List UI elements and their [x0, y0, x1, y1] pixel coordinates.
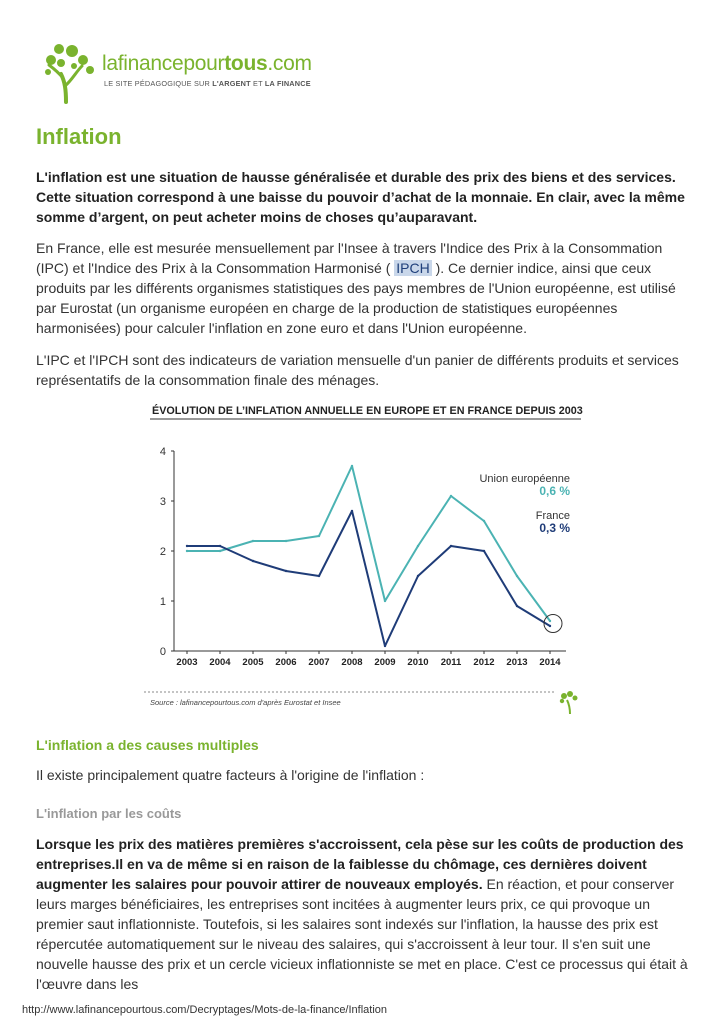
data-point-eu	[384, 600, 386, 602]
data-point-france	[516, 605, 518, 607]
data-point-eu	[351, 465, 353, 467]
data-point-france	[186, 545, 188, 547]
x-tick-label: 2011	[440, 657, 462, 668]
data-point-france	[318, 575, 320, 577]
body-paragraph-costs: Lorsque les prix des matières premières s'accroissent, cela pèse sur les coûts de production des entreprises.Il en va de même si en raison de la faiblesse du chômage, ces dernières doivent augmenter les salaires pour pouvoir attirer de nouveaux employés. En réaction, et pour conserver leurs marges bénéficiaires, les entreprises sont incitées à augmenter leurs prix, ce qui provoque un premier saut inflationniste. Toutefois, si les salaires sont indexés sur l'inflation, la hausse des prix est répercutée automatiquement sur le niveau des salaires, qui s'accroissent à leur tour. Il s'en suit une nouvelle hausse des prix et un cercle vicieux inflationniste se met en place. C'est ce processus qui était à l'œuvre dans les	[36, 836, 688, 992]
data-point-eu	[549, 620, 551, 622]
y-tick-label: 1	[159, 596, 166, 608]
data-point-eu	[219, 550, 221, 552]
logo-wordmark: lafinancepourtous.com	[102, 52, 312, 75]
page-title: Inflation	[36, 124, 122, 149]
data-point-eu	[186, 550, 188, 552]
data-point-eu	[252, 540, 254, 542]
data-point-eu	[318, 535, 320, 537]
inflation-chart-svg	[140, 398, 585, 720]
y-tick-label: 0	[159, 646, 166, 658]
chart-source: Source : lafinancepourtous.com d'après Eurostat et Insee	[150, 698, 341, 707]
logo-tagline: LE SITE PÉDAGOGIQUE SUR L'ARGENT ET LA FINANCE	[104, 79, 311, 88]
data-point-france	[219, 545, 221, 547]
site-logo[interactable]	[44, 42, 334, 104]
tree-icon	[44, 42, 100, 104]
small-tree-icon	[560, 691, 578, 714]
y-tick-label: 2	[159, 546, 166, 558]
data-point-france	[351, 510, 353, 512]
body-paragraph-ipc: En France, elle est mesurée mensuellement par l'Insee à travers l'Indice des Prix à la Consommation (IPC) et l'Indice des Prix à la Consommation Harmonisé ( IPCH ). Ce dernier indice, ainsi que ceux produits par les différents organismes statistiques des pays membres de l'Union européenne, est utilisé par Eurostat (un organisme européen en charge de la production de statistiques européennes harmonisées) pour calculer l'inflation en zone euro et dans l'Union européenne.	[36, 240, 676, 336]
data-point-france	[285, 570, 287, 572]
series-line-eu	[187, 466, 550, 621]
body-paragraph-factors: Il existe principalement quatre facteurs à l'origine de l'inflation :	[36, 767, 425, 783]
x-tick-label: 2013	[506, 657, 528, 668]
x-tick-label: 2003	[176, 657, 198, 668]
x-tick-label: 2006	[275, 657, 297, 668]
x-tick-label: 2009	[374, 657, 396, 668]
legend-label-eu: Union européenne	[479, 473, 570, 485]
data-point-eu	[417, 545, 419, 547]
data-point-france	[384, 645, 386, 647]
data-point-eu	[450, 495, 452, 497]
chart-title: ÉVOLUTION DE L’INFLATION ANNUELLE EN EUROPE ET EN FRANCE DEPUIS 2003	[152, 405, 583, 417]
subsection-heading-costs: L'inflation par les coûts	[36, 806, 182, 821]
data-point-eu	[285, 540, 287, 542]
section-heading-causes: L'inflation a des causes multiples	[36, 737, 259, 753]
data-point-france	[450, 545, 452, 547]
x-tick-label: 2008	[341, 657, 363, 668]
x-tick-label: 2012	[473, 657, 495, 668]
x-tick-label: 2005	[242, 657, 264, 668]
legend-value-france: 0,3 %	[539, 521, 570, 535]
data-point-france	[417, 575, 419, 577]
data-point-france	[483, 550, 485, 552]
y-tick-label: 3	[159, 496, 166, 508]
x-tick-label: 2014	[539, 657, 561, 668]
data-point-eu	[516, 575, 518, 577]
footer-url[interactable]: http://www.lafinancepourtous.com/Decryptages/Mots-de-la-finance/Inflation	[22, 1004, 388, 1016]
data-point-eu	[483, 520, 485, 522]
ipch-link[interactable]: IPCH	[396, 260, 430, 276]
data-point-france	[252, 560, 254, 562]
inflation-chart	[140, 398, 585, 720]
y-tick-label: 4	[159, 446, 166, 458]
x-tick-label: 2010	[407, 657, 429, 668]
x-tick-label: 2007	[308, 657, 330, 668]
x-tick-label: 2004	[209, 657, 231, 668]
body-paragraph-indicators: L'IPC et l'IPCH sont des indicateurs de variation mensuelle d'un panier de différents produits et services représentatifs de la consommation finale des ménages.	[36, 352, 679, 388]
legend-label-france: France	[535, 510, 570, 522]
data-point-france	[549, 625, 551, 627]
legend-value-eu: 0,6 %	[539, 484, 570, 498]
lead-paragraph: L'inflation est une situation de hausse généralisée et durable des prix des biens et des services. Cette situation correspond à une baisse du pouvoir d’achat de la monnaie. En clair, avec la même somme d’argent, on peut acheter moins de choses qu’auparavant.	[36, 169, 685, 225]
